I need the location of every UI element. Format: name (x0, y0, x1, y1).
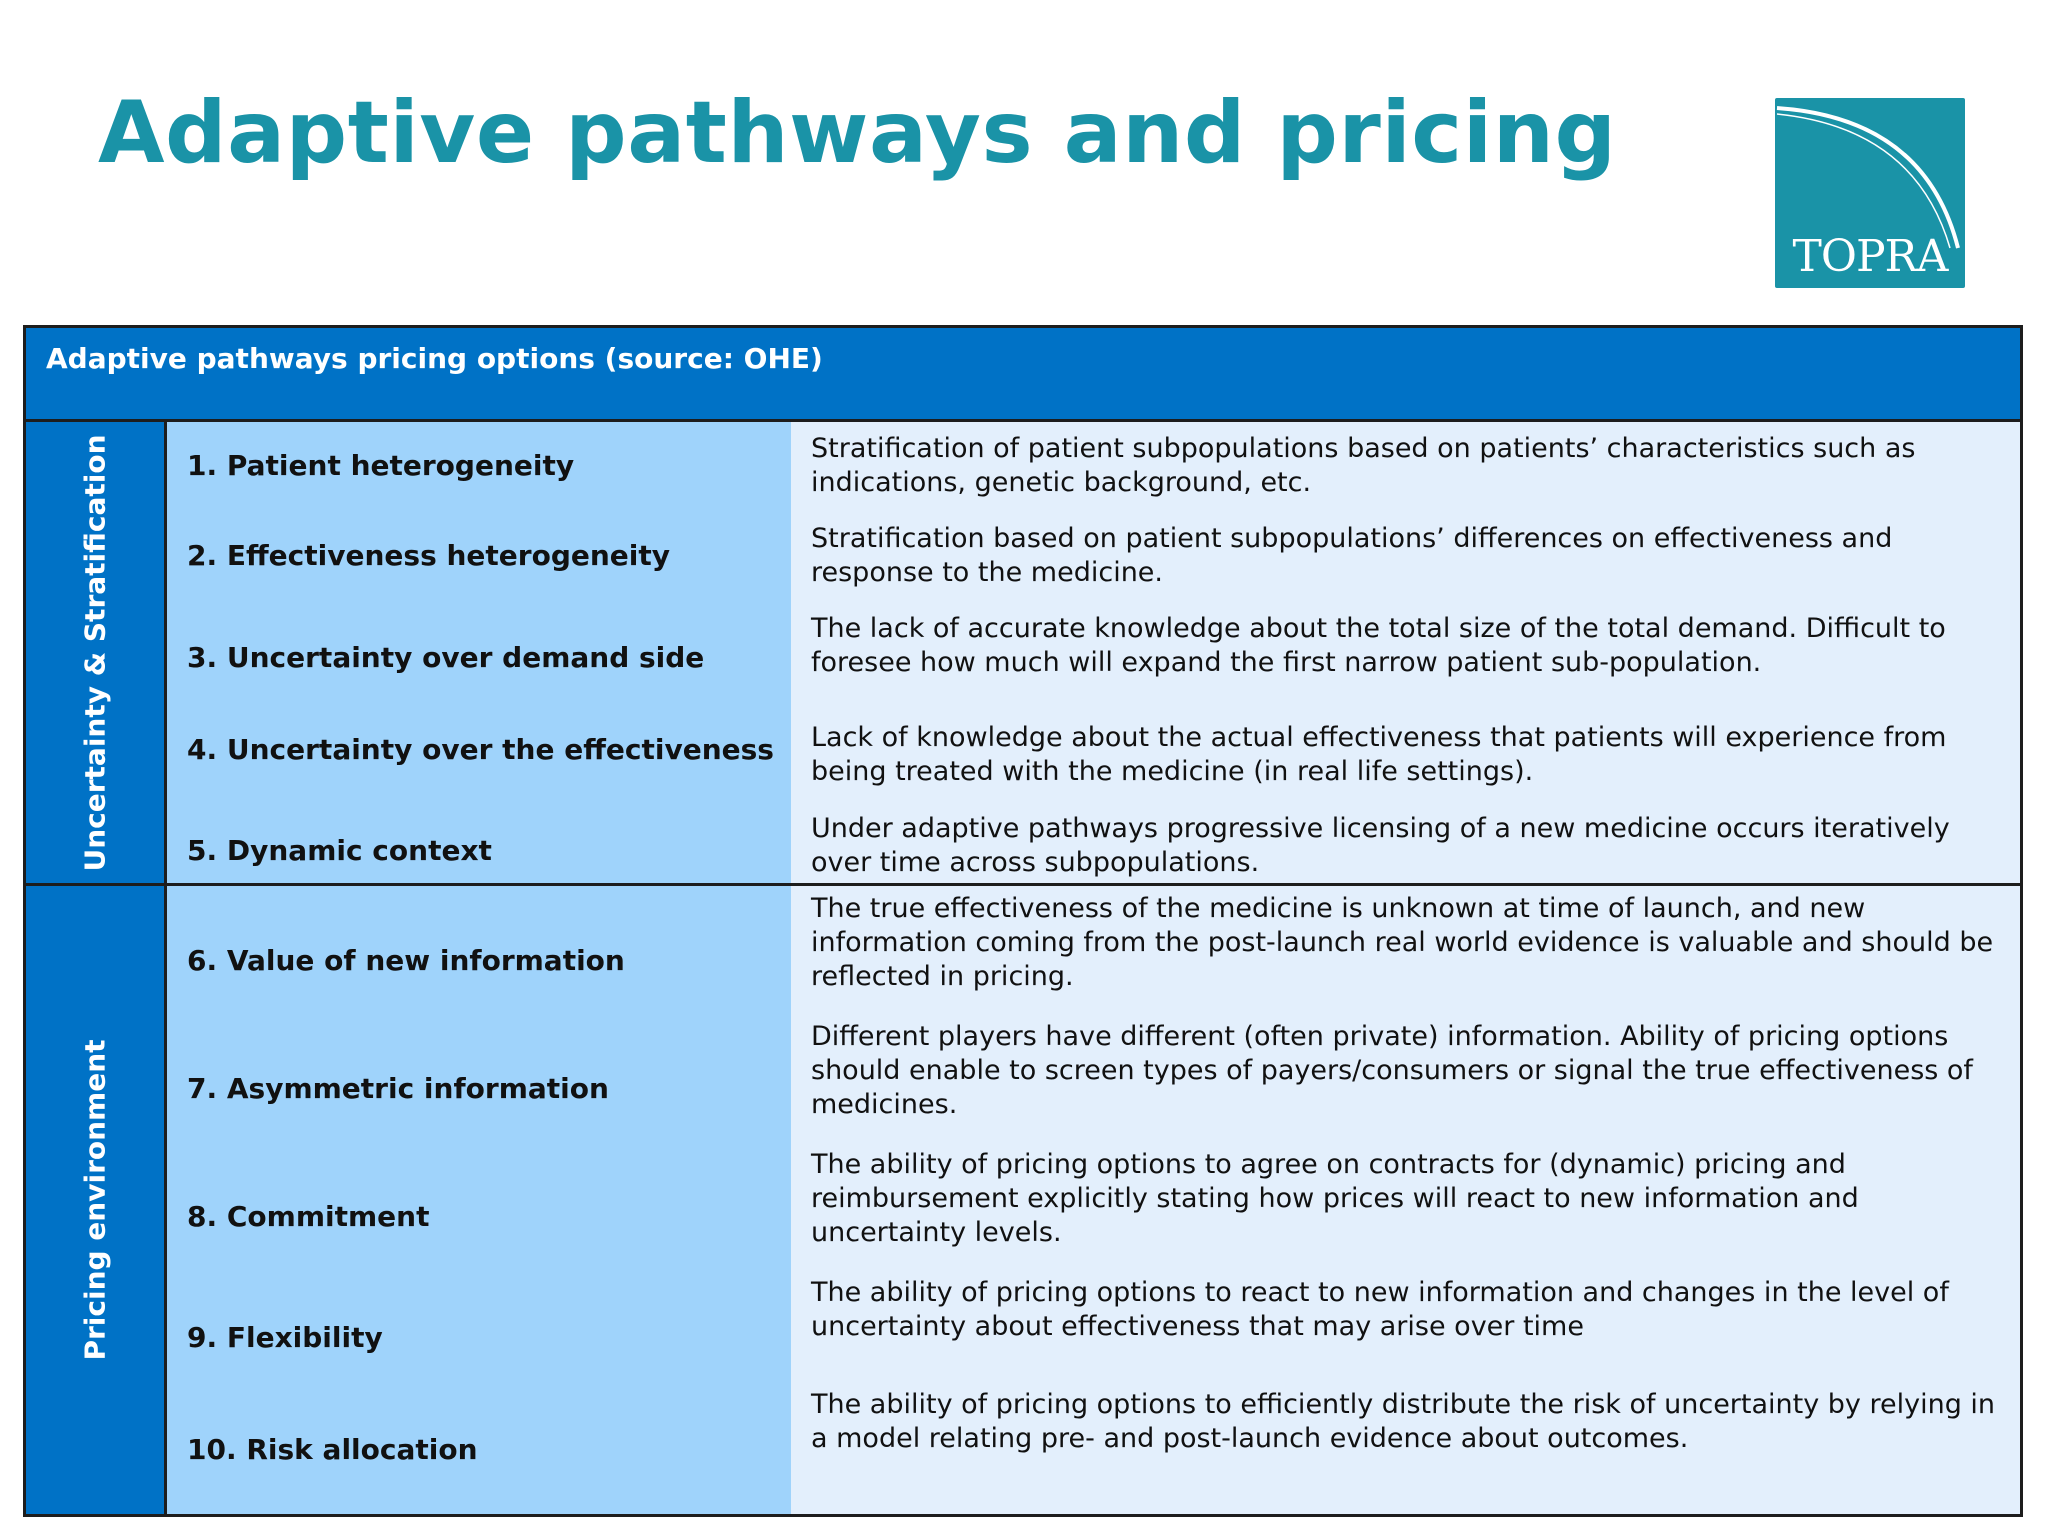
factor-description: Different players have different (often private) information. Ability of pricing options should enable to screen types of payers/consumers or signal the true effectiveness of medicines. (811, 1021, 1973, 1120)
factor-label: 9. Flexibility (187, 1321, 383, 1354)
factor-label: 1. Patient heterogeneity (187, 449, 575, 482)
factor-description: Stratification based on patient subpopulations’ differences on effectiveness and response to the medicine. (811, 523, 1893, 588)
section-label-text: Uncertainty & Stratification (78, 433, 112, 872)
section-label-text: Pricing environment (78, 1039, 112, 1361)
factor-label: 8. Commitment (187, 1200, 430, 1233)
factor-label: 3. Uncertainty over demand side (187, 641, 705, 674)
factor-description: The ability of pricing options to efficiently distribute the risk of uncertainty by relying in a model relating pre- and post-launch evidence about outcomes. (811, 1389, 1996, 1454)
section-pricing-environment (26, 886, 2020, 1514)
factor-description: The lack of accurate knowledge about the total size of the total demand. Difficult to foresee how much will expand the first narrow patient sub-population. (811, 613, 1946, 678)
factor-description: Stratification of patient subpopulations based on patients’ characteristics such as indications, genetic background, etc. (811, 433, 1916, 498)
slide-title: Adaptive pathways and pricing (98, 83, 1617, 183)
factor-description: Under adaptive pathways progressive licensing of a new medicine occurs iteratively over time across subpopulations. (811, 813, 1950, 878)
factor-label: 2. Effectiveness heterogeneity (187, 539, 671, 572)
topra-logo (1775, 98, 1965, 288)
section-label (26, 422, 167, 883)
table-header-text: Adaptive pathways pricing options (source: OHE) (46, 342, 823, 375)
factor-label: 10. Risk allocation (187, 1433, 478, 1466)
section-uncertainty-stratification (26, 422, 2020, 883)
pricing-options-table (23, 325, 2023, 1517)
factor-description: Lack of knowledge about the actual effectiveness that patients will experience from being treated with the medicine (in real life settings). (811, 722, 1947, 787)
logo-text: TOPRA (1792, 231, 1948, 282)
factor-label: 5. Dynamic context (187, 834, 492, 867)
factor-description: The true effectiveness of the medicine is unknown at time of launch, and new information coming from the post-launch real world evidence is valuable and should be reflected in pricing. (811, 893, 1994, 992)
factor-label: 7. Asymmetric information (187, 1072, 609, 1105)
factor-description: The ability of pricing options to agree on contracts for (dynamic) pricing and reimbursement explicitly stating how prices will react to new information and uncertainty levels. (811, 1149, 1859, 1248)
table-header (26, 328, 2020, 422)
factor-label: 4. Uncertainty over the effectiveness (187, 733, 774, 766)
section-label (26, 886, 167, 1514)
factor-label: 6. Value of new information (187, 944, 625, 977)
factor-description: The ability of pricing options to react to new information and changes in the level of uncertainty about effectiveness that may arise over time (811, 1277, 1949, 1342)
